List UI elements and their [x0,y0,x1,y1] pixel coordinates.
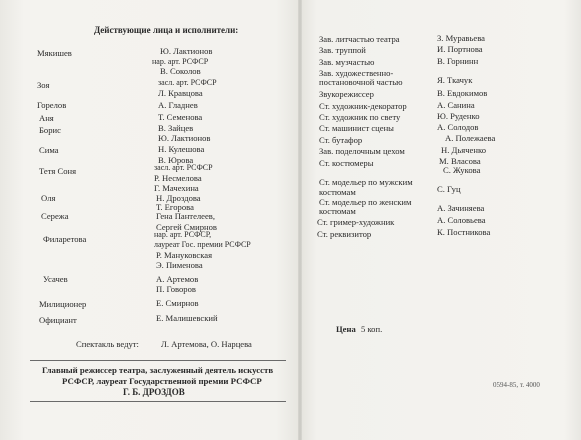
cast-actor: Е. Малишевский [156,313,218,323]
cast-actor: Т. Семенова [158,112,203,122]
staff-name: А. Полежаева [445,133,496,143]
page-fold [298,0,302,440]
staff-role: Зав. литчастью театра [319,34,400,44]
staff-role: постановочной частью [319,77,403,87]
cast-actor: Гена Пантелеев, [156,211,216,221]
footer-director: Г. Б. ДРОЗДОВ [123,387,185,397]
print-code: 0594-85, т. 4000 [493,381,540,389]
cast-actor: Р. Несмелова [154,173,202,183]
staff-role: Зав. музчастью [319,57,375,67]
stage-managers-label: Спектакль ведут: [76,339,139,349]
staff-name: А. Соловьева [437,215,486,225]
cast-actor: Е. Смирнов [156,298,199,308]
staff-name: А. Санина [437,100,475,110]
staff-role: Ст. гример-художник [317,217,395,227]
cast-role: Тетя Соня [39,166,77,176]
staff-role: Зав. художественно- [319,68,394,78]
staff-role: Ст. машинист сцены [319,123,394,133]
staff-name: В. Евдокимов [437,88,488,98]
cast-actor: П. Говоров [156,284,196,294]
staff-name: С. Жукова [443,165,481,175]
cast-actor: Сергей Смирнов [156,222,217,232]
staff-role: Ст. реквизитор [317,229,372,239]
cast-actor: Т. Егорова [156,202,194,212]
cast-role: Горелов [37,100,67,110]
staff-name: М. Власова [439,156,481,166]
cast-role: Оля [41,193,56,203]
cast-actor: Л. Кравцова [158,88,203,98]
staff-role: Звукорежиссер [319,89,374,99]
staff-name: Я. Ткачук [437,75,473,85]
cast-title: засл. арт. РСФСР [158,78,217,87]
cast-actor: Р. Мануковская [156,250,213,260]
cast-title: нар. арт. РСФСР, [154,230,212,239]
cast-actor: В. Юрова [158,155,194,165]
staff-role: Ст. художник-декоратор [319,101,407,111]
staff-name: А. Зачиняева [437,203,485,213]
cast-role: Зоя [37,80,50,90]
staff-role: костюмам [319,187,356,197]
staff-name: С. Гуц [437,184,461,194]
cast-actor: Н. Кулешова [158,144,205,154]
staff-name: Ю. Руденко [437,111,480,121]
staff-role: Зав. поделочным цехом [319,146,405,156]
staff-role: Ст. модельер по мужским [319,177,413,187]
staff-name: З. Муравьева [437,33,485,43]
footer-rule-top [30,360,286,361]
cast-role: Милиционер [39,299,87,309]
cast-heading: Действующие лица и исполнители: [94,25,239,35]
staff-role: Ст. костюмеры [319,158,374,168]
cast-role: Борис [39,125,61,135]
staff-name: К. Постникова [437,227,491,237]
staff-name: А. Солодов [437,122,479,132]
cast-actor: А. Гладнев [158,100,198,110]
cast-actor: Ю. Лактионов [158,133,211,143]
cast-actor: Ю. Лактионов [160,46,213,56]
cast-actor: В. Зайцев [158,123,194,133]
staff-name: И. Портнова [437,44,483,54]
cast-role: Официант [39,315,77,325]
price-label: Цена [336,324,356,334]
cast-role: Мякишев [37,48,72,58]
staff-name: Н. Дьяченко [441,145,487,155]
cast-title: засл. арт. РСФСР [154,163,213,172]
cast-role: Сережа [41,211,69,221]
cast-title: лауреат Гос. премии РСФСР [154,240,251,249]
cast-title: нар. арт. РСФСР [152,57,209,66]
cast-actor: Н. Дроздова [156,193,201,203]
footer-rule-bottom [30,401,286,402]
cast-actor: А. Артемов [156,274,199,284]
cast-role: Филаретова [43,234,87,244]
staff-role: Ст. модельер по женским [319,197,412,207]
staff-role: Ст. художник по свету [319,112,401,122]
cast-role: Сима [39,145,59,155]
price-value: 5 коп. [361,324,383,334]
cast-actor: В. Соколов [160,66,201,76]
staff-role: Зав. труппой [319,45,366,55]
cast-actor: Г. Мачехина [154,183,199,193]
cast-actor: Э. Пименова [156,260,203,270]
footer-line: РСФСР, лауреат Государственной премии РСФСР [62,376,262,386]
stage-managers: Л. Артемова, О. Нарцева [161,339,252,349]
staff-name: В. Горнинн [437,56,479,66]
cast-role: Усачев [43,274,68,284]
cast-role: Аня [39,113,54,123]
staff-role: Ст. бутафор [319,135,363,145]
footer-line: Главный режиссер театра, заслуженный деятель искусств [42,365,274,375]
staff-role: костюмам [319,206,356,216]
